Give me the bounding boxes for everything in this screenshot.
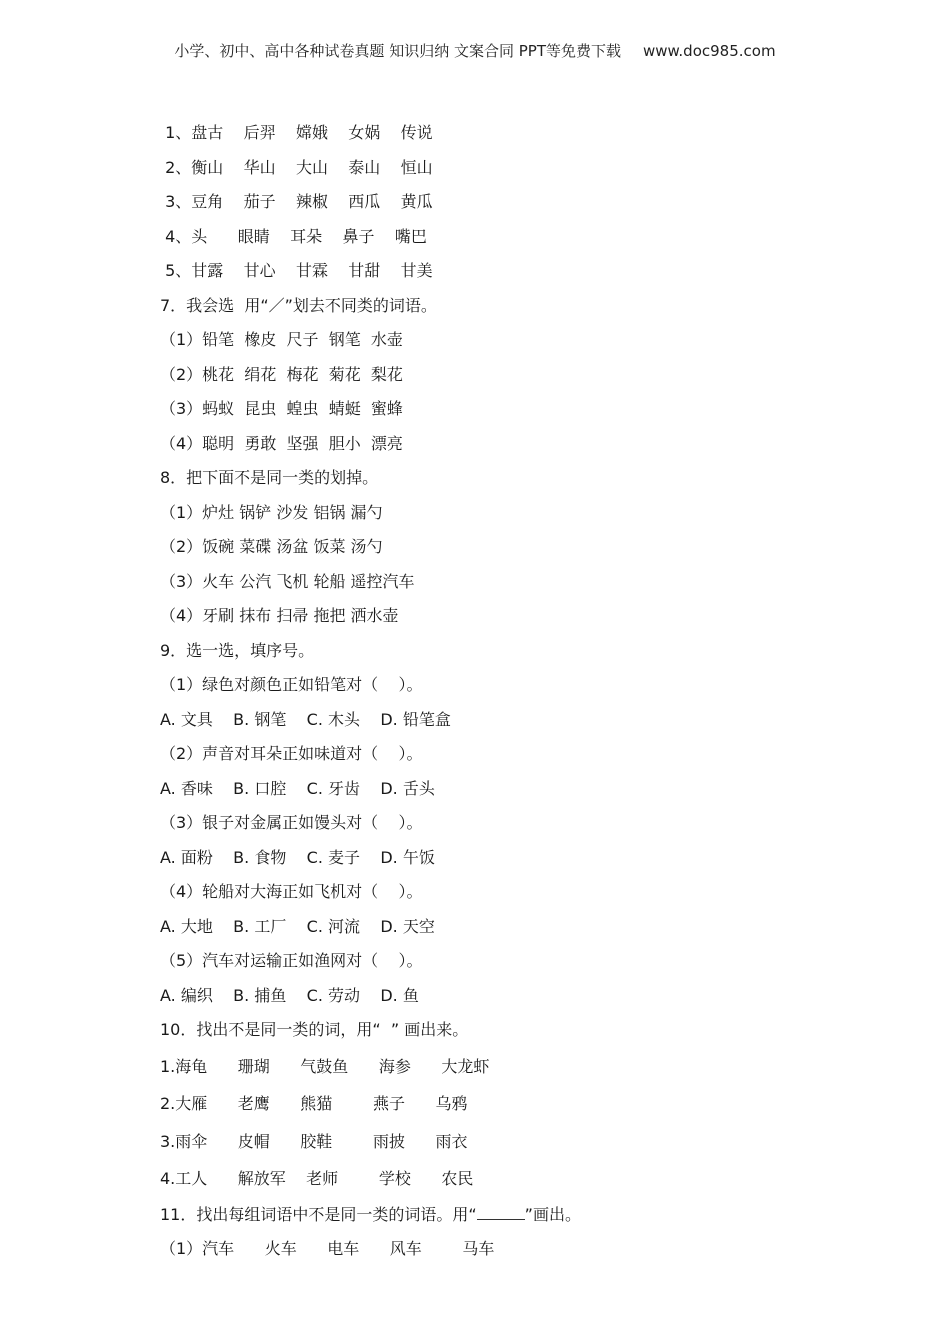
text-line: 1.海龟 珊瑚 气鼓鱼 海参 大龙虾 xyxy=(160,1056,490,1076)
text-line: （5）汽车对运输正如渔网对（ ）。 xyxy=(160,951,423,970)
text-line: （1）炉灶 锅铲 沙发 铝锅 漏勺 xyxy=(160,502,383,522)
page-header xyxy=(0,40,950,61)
text-line: 2、衡山 华山 大山 泰山 恒山 xyxy=(160,157,433,177)
question-10-heading: 10．找出不是同一类的词，用“ ” 画出来。 xyxy=(160,1020,469,1039)
text-line: （3）银子对金属正如馒头对（ ）。 xyxy=(160,813,423,832)
text-line: （1）汽车 火车 电车 风车 马车 xyxy=(160,1239,495,1258)
text-line: 1、盘古 后羿 嫦娥 女娲 传说 xyxy=(160,123,433,142)
question-7-heading: 7．我会选 用“／”划去不同类的词语。 xyxy=(160,295,437,315)
worksheet-body xyxy=(160,116,860,1267)
text-line: （2）饭碗 菜碟 汤盆 饭菜 汤勺 xyxy=(160,537,383,556)
text-line: （2）桃花 绢花 梅花 菊花 梨花 xyxy=(160,364,403,384)
header-text: 小学、初中、高中各种试卷真题 知识归纳 文案合同 PPT等免费下载 xyxy=(174,42,621,60)
text-line: 4.工人 解放军 老师 学校 农民 xyxy=(160,1169,474,1188)
text-line: （4）轮船对大海正如飞机对（ ）。 xyxy=(160,882,423,901)
header-url: www.doc985.com xyxy=(642,42,776,60)
text-line: （1）铅笔 橡皮 尺子 钢笔 水壶 xyxy=(160,330,403,349)
text-line: （2）声音对耳朵正如味道对（ ）。 xyxy=(160,744,423,763)
options-line: A. 香味 B. 口腔 C. 牙齿 D. 舌头 xyxy=(160,778,435,798)
question-8-heading: 8．把下面不是同一类的划掉。 xyxy=(160,468,379,487)
question-9-heading: 9．选一选，填序号。 xyxy=(160,640,315,660)
text-line: 3、豆角 茄子 辣椒 西瓜 黄瓜 xyxy=(160,192,433,211)
q11-after: ”画出。 xyxy=(524,1204,581,1224)
options-line: A. 文具 B. 钢笔 C. 木头 D. 铅笔盒 xyxy=(160,709,451,729)
text-line: 4、头 眼睛 耳朵 鼻子 嘴巴 xyxy=(160,226,427,246)
text-line: （3）蚂蚁 昆虫 蝗虫 蜻蜓 蜜蜂 xyxy=(160,399,403,418)
text-line: 2.大雁 老鹰 熊猫 燕子 乌鸦 xyxy=(160,1094,468,1113)
text-line: （1）绿色对颜色正如铅笔对（ ）。 xyxy=(160,675,423,694)
text-line: （4）聪明 勇敢 坚强 胆小 漂亮 xyxy=(160,433,403,453)
text-line: （3）火车 公汽 飞机 轮船 遥控汽车 xyxy=(160,571,415,591)
underline-blank xyxy=(477,1205,525,1220)
text-line: 3.雨伞 皮帽 胶鞋 雨披 雨衣 xyxy=(160,1131,468,1151)
question-11-heading xyxy=(160,1198,860,1233)
text-line: 5、甘露 甘心 甘霖 甘甜 甘美 xyxy=(160,261,433,280)
options-line: A. 大地 B. 工厂 C. 河流 D. 天空 xyxy=(160,916,435,936)
text-line: （4）牙刷 抹布 扫帚 拖把 洒水壶 xyxy=(160,606,399,625)
options-line: A. 编织 B. 捕鱼 C. 劳动 D. 鱼 xyxy=(160,985,419,1005)
options-line: A. 面粉 B. 食物 C. 麦子 D. 午饭 xyxy=(160,847,435,867)
q11-before: 11．找出每组词语中不是同一类的词语。用“ xyxy=(160,1204,477,1224)
